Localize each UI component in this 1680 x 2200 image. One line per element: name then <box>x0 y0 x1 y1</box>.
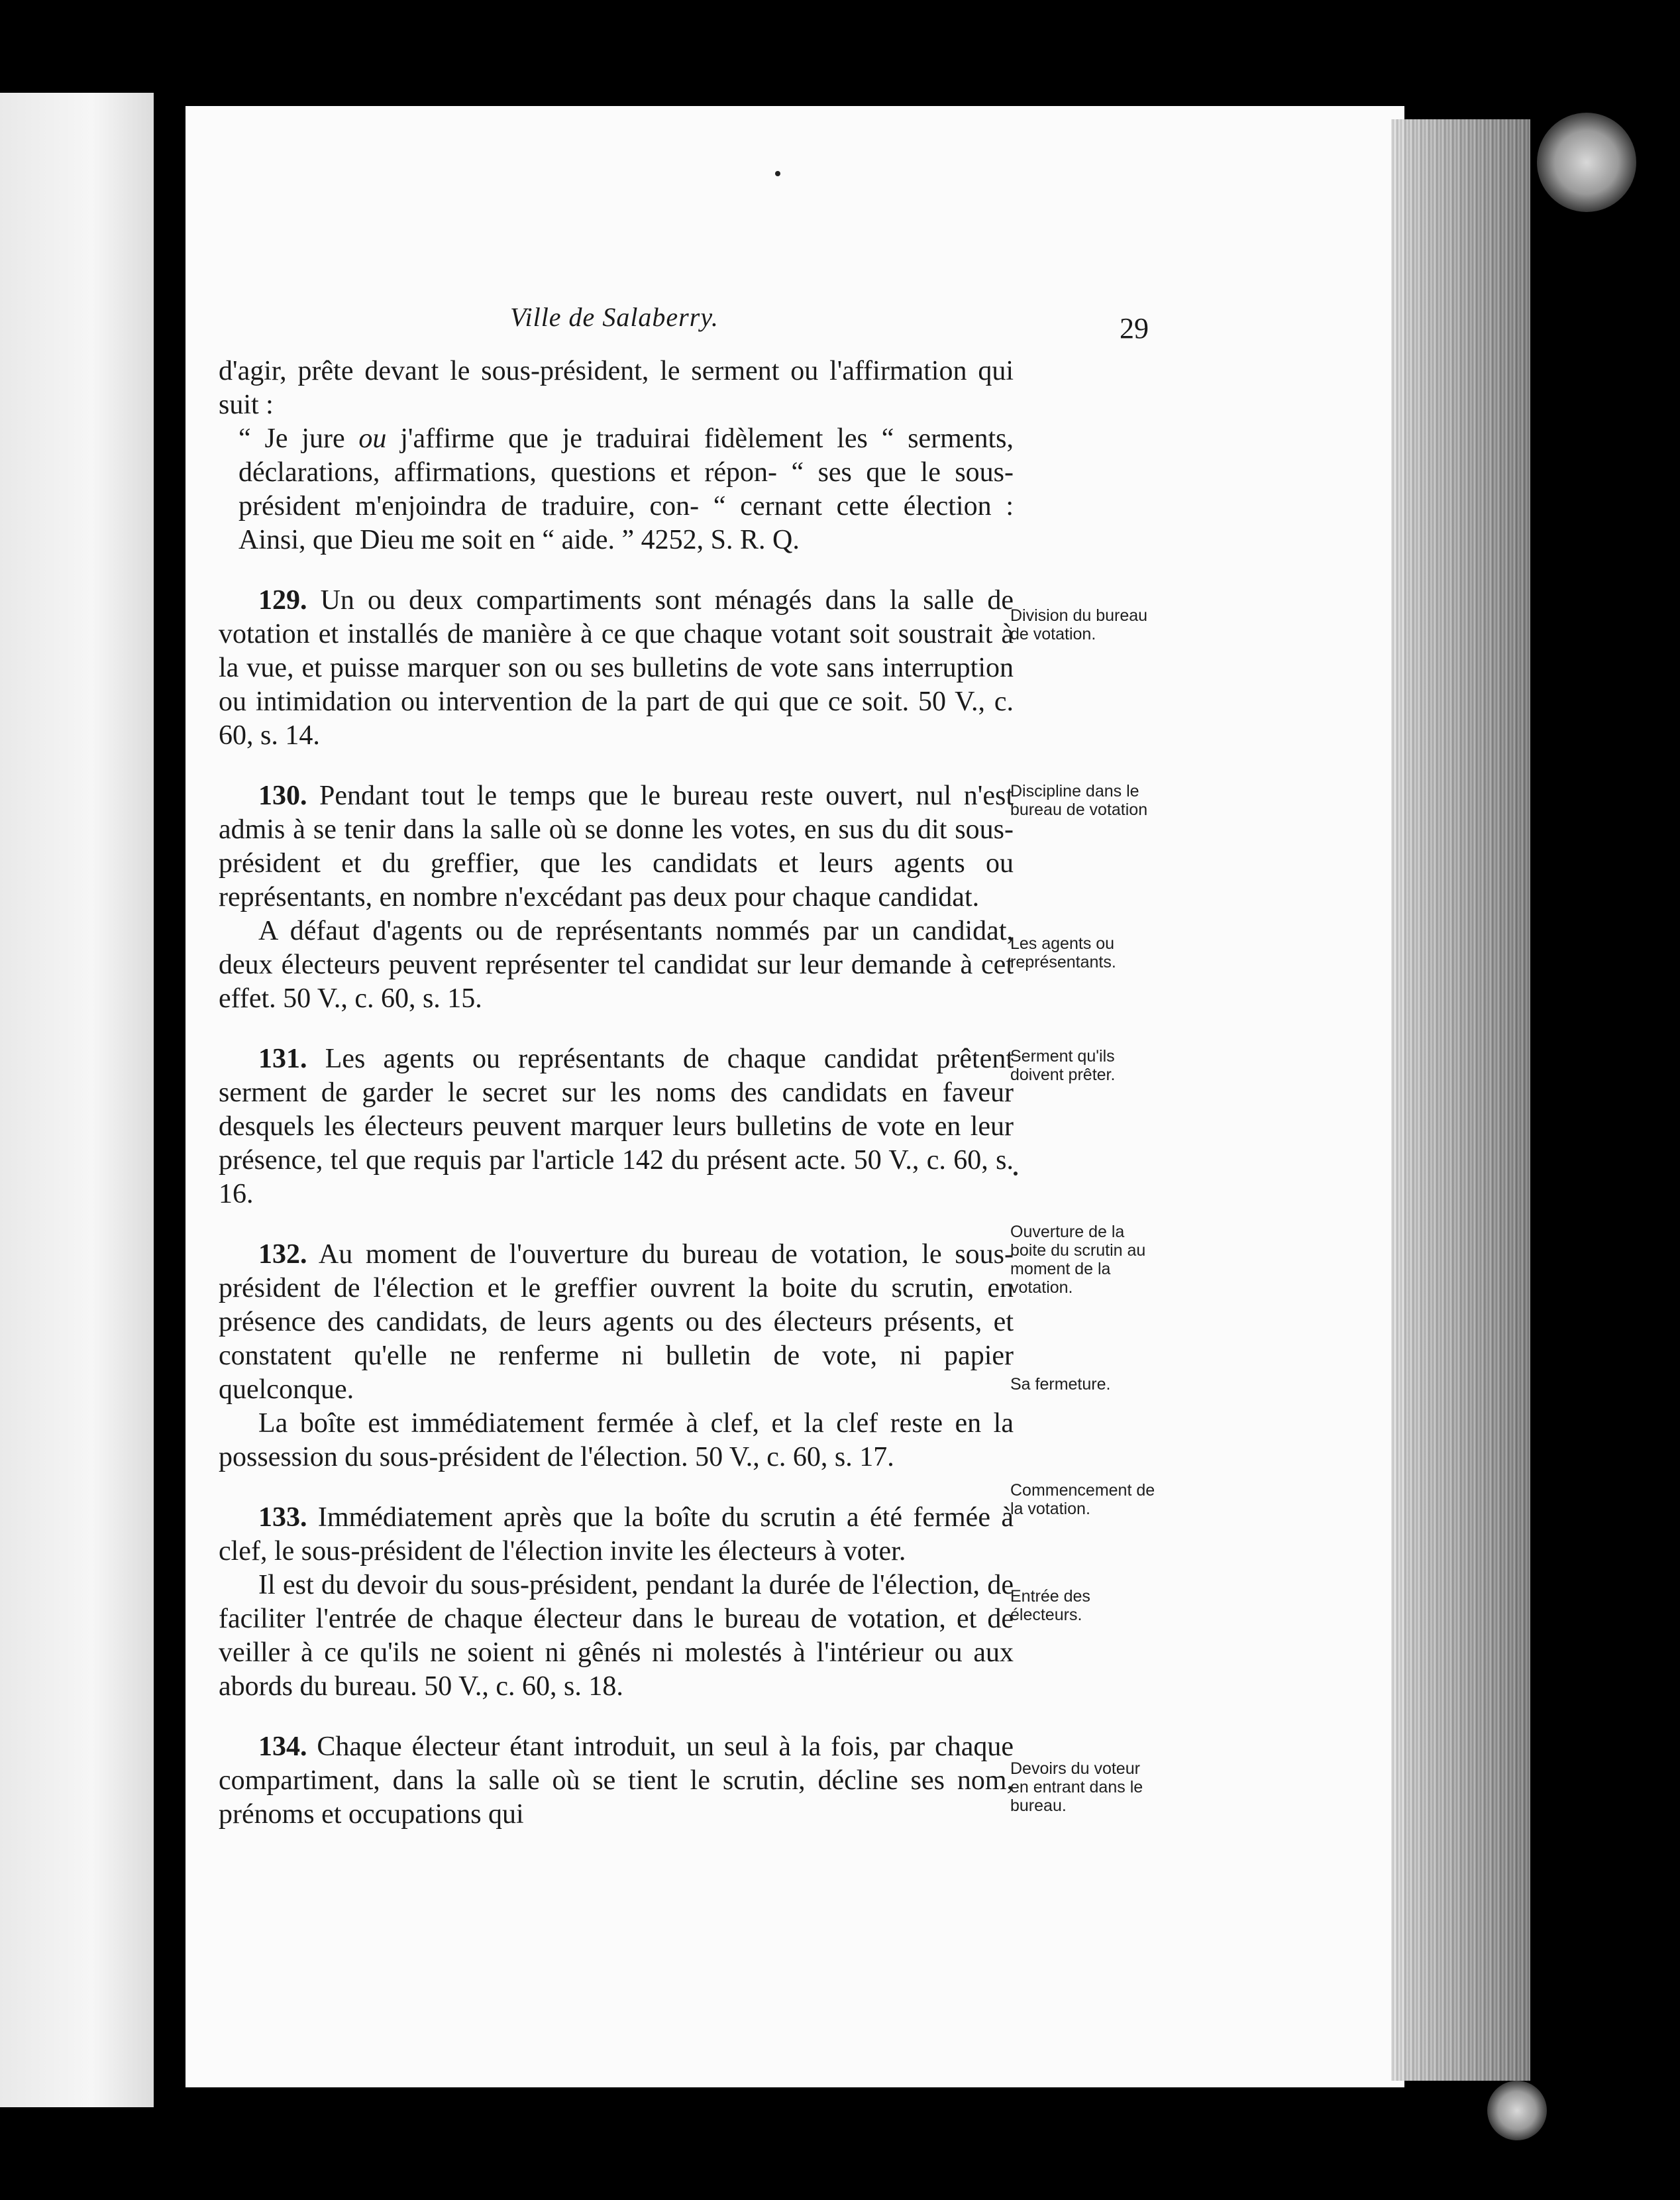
oath-paragraph <box>219 422 1014 557</box>
oath-ou: ou <box>358 423 387 454</box>
left-page-edge <box>0 93 154 2107</box>
section-130 <box>219 779 1014 914</box>
section-number: 132. <box>258 1239 307 1270</box>
margin-note-133: Commencement de la votation. <box>1010 1481 1155 1518</box>
section-132-paragraph-2: La boîte est immédiatement fermée à clef, et la clef reste en la possession du sous-président de l'élection. 50 V., c. 60, s. 17. <box>219 1408 1014 1472</box>
section-text: Les agents ou représentants de chaque candidat prêtent serment de garder le secret sur les noms des candidats en faveur desquels les électeurs peuvent marquer leurs bulletins de vote en leur présence, tel que requis par l'article 142 du présent acte. 50 V., c. 60, s. 16. <box>219 1044 1014 1209</box>
margin-note-132: Ouverture de la boite du scrutin au moment de la votation. <box>1010 1223 1146 1297</box>
section-text: Immédiatement après que la boîte du scrutin a été fermée à clef, le sous-président de l'élection invite les électeurs à voter. <box>219 1502 1014 1567</box>
section-number: 129. <box>258 585 307 616</box>
margin-note-130b: Les agents ou représentants. <box>1010 934 1116 971</box>
paragraph-continued: d'agir, prête devant le sous-président, le serment ou l'affirmation qui suit : <box>219 356 1014 420</box>
section-133-paragraph-2: Il est du devoir du sous-président, pendant la durée de l'élection, de faciliter l'entrée de chaque électeur dans le bureau de votation, et de veiller à ce qu'ils ne soient ni gênés ni molestés à l'intérieur ou aux abords du bureau. 50 V., c. 60, s. 18. <box>219 1570 1014 1702</box>
page-number: 29 <box>1120 312 1149 345</box>
dust-speck <box>1014 1172 1018 1176</box>
ink-blot-bottom <box>1487 2081 1547 2140</box>
section-text: Un ou deux compartiments sont ménagés dans la salle de votation et installés de manière à ce que chaque votant soit soustrait à la vue, et puisse marquer son ou ses bulletins de vote sans interruption ou intimidation ou intervention de la part de qui que ce soit. 50 V., c. 60, s. 14. <box>219 585 1014 751</box>
section-134 <box>219 1730 1014 1832</box>
margin-note-130: Discipline dans le bureau de votation <box>1010 782 1148 819</box>
section-number: 130. <box>258 781 307 811</box>
book-gutter <box>154 80 180 2120</box>
section-text: Au moment de l'ouverture du bureau de votation, le sous-président de l'élection et le greffier ouvrent la boite du scrutin, en présence des candidats, de leurs agents ou des électeurs présents, et constatent qu'elle ne renferme ni bulletin de vote, ni papier quelconque. <box>219 1239 1014 1405</box>
section-133 <box>219 1501 1014 1568</box>
section-132 <box>219 1238 1014 1407</box>
margin-note-131: Serment qu'ils doivent prêter. <box>1010 1047 1116 1084</box>
oath-text: j'affirme que je traduirai fidèlement les “ serments, déclarations, affirmations, questions et répon- “ ses que le sous-président m'enjoindra de traduire, con- “ cernant cette élection : Ainsi, que Dieu me soit en “ aide. ” 4252, S. R. Q. <box>238 423 1014 555</box>
running-header-title: Ville de Salaberry. <box>510 302 719 332</box>
section-number: 131. <box>258 1044 307 1074</box>
section-129 <box>219 584 1014 753</box>
oath-open: “ Je jure <box>238 423 359 454</box>
margin-note-133b: Entrée des électeurs. <box>1010 1587 1090 1624</box>
dust-speck <box>775 171 780 176</box>
section-text: Chaque électeur étant introduit, un seul à la fois, par chaque compartiment, dans la salle où se tient le scrutin, décline ses nom, prénoms et occupations qui <box>219 1732 1014 1830</box>
section-130-paragraph-2: A défaut d'agents ou de représentants nommés par un candidat, deux électeurs peuvent représenter tel candidat sur leur demande à cet effet. 50 V., c. 60, s. 15. <box>219 916 1014 1014</box>
ink-blot-top <box>1537 113 1636 212</box>
page-edges-shadow <box>1391 119 1530 2081</box>
margin-note-134: Devoirs du voteur en entrant dans le bureau. <box>1010 1759 1143 1815</box>
section-number: 133. <box>258 1502 307 1533</box>
margin-note-129: Division du bureau de votation. <box>1010 606 1148 643</box>
section-131 <box>219 1042 1014 1211</box>
margin-note-132b: Sa fermeture. <box>1010 1375 1111 1394</box>
section-text: Pendant tout le temps que le bureau reste ouvert, nul n'est admis à se tenir dans la salle où se donne les votes, en sus du dit sous-président et du greffier, que les candidats et leurs agents ou représentants, en nombre n'excédant pas deux pour chaque candidat. <box>219 781 1014 912</box>
main-text-column <box>219 355 1014 1832</box>
section-number: 134. <box>258 1732 307 1762</box>
